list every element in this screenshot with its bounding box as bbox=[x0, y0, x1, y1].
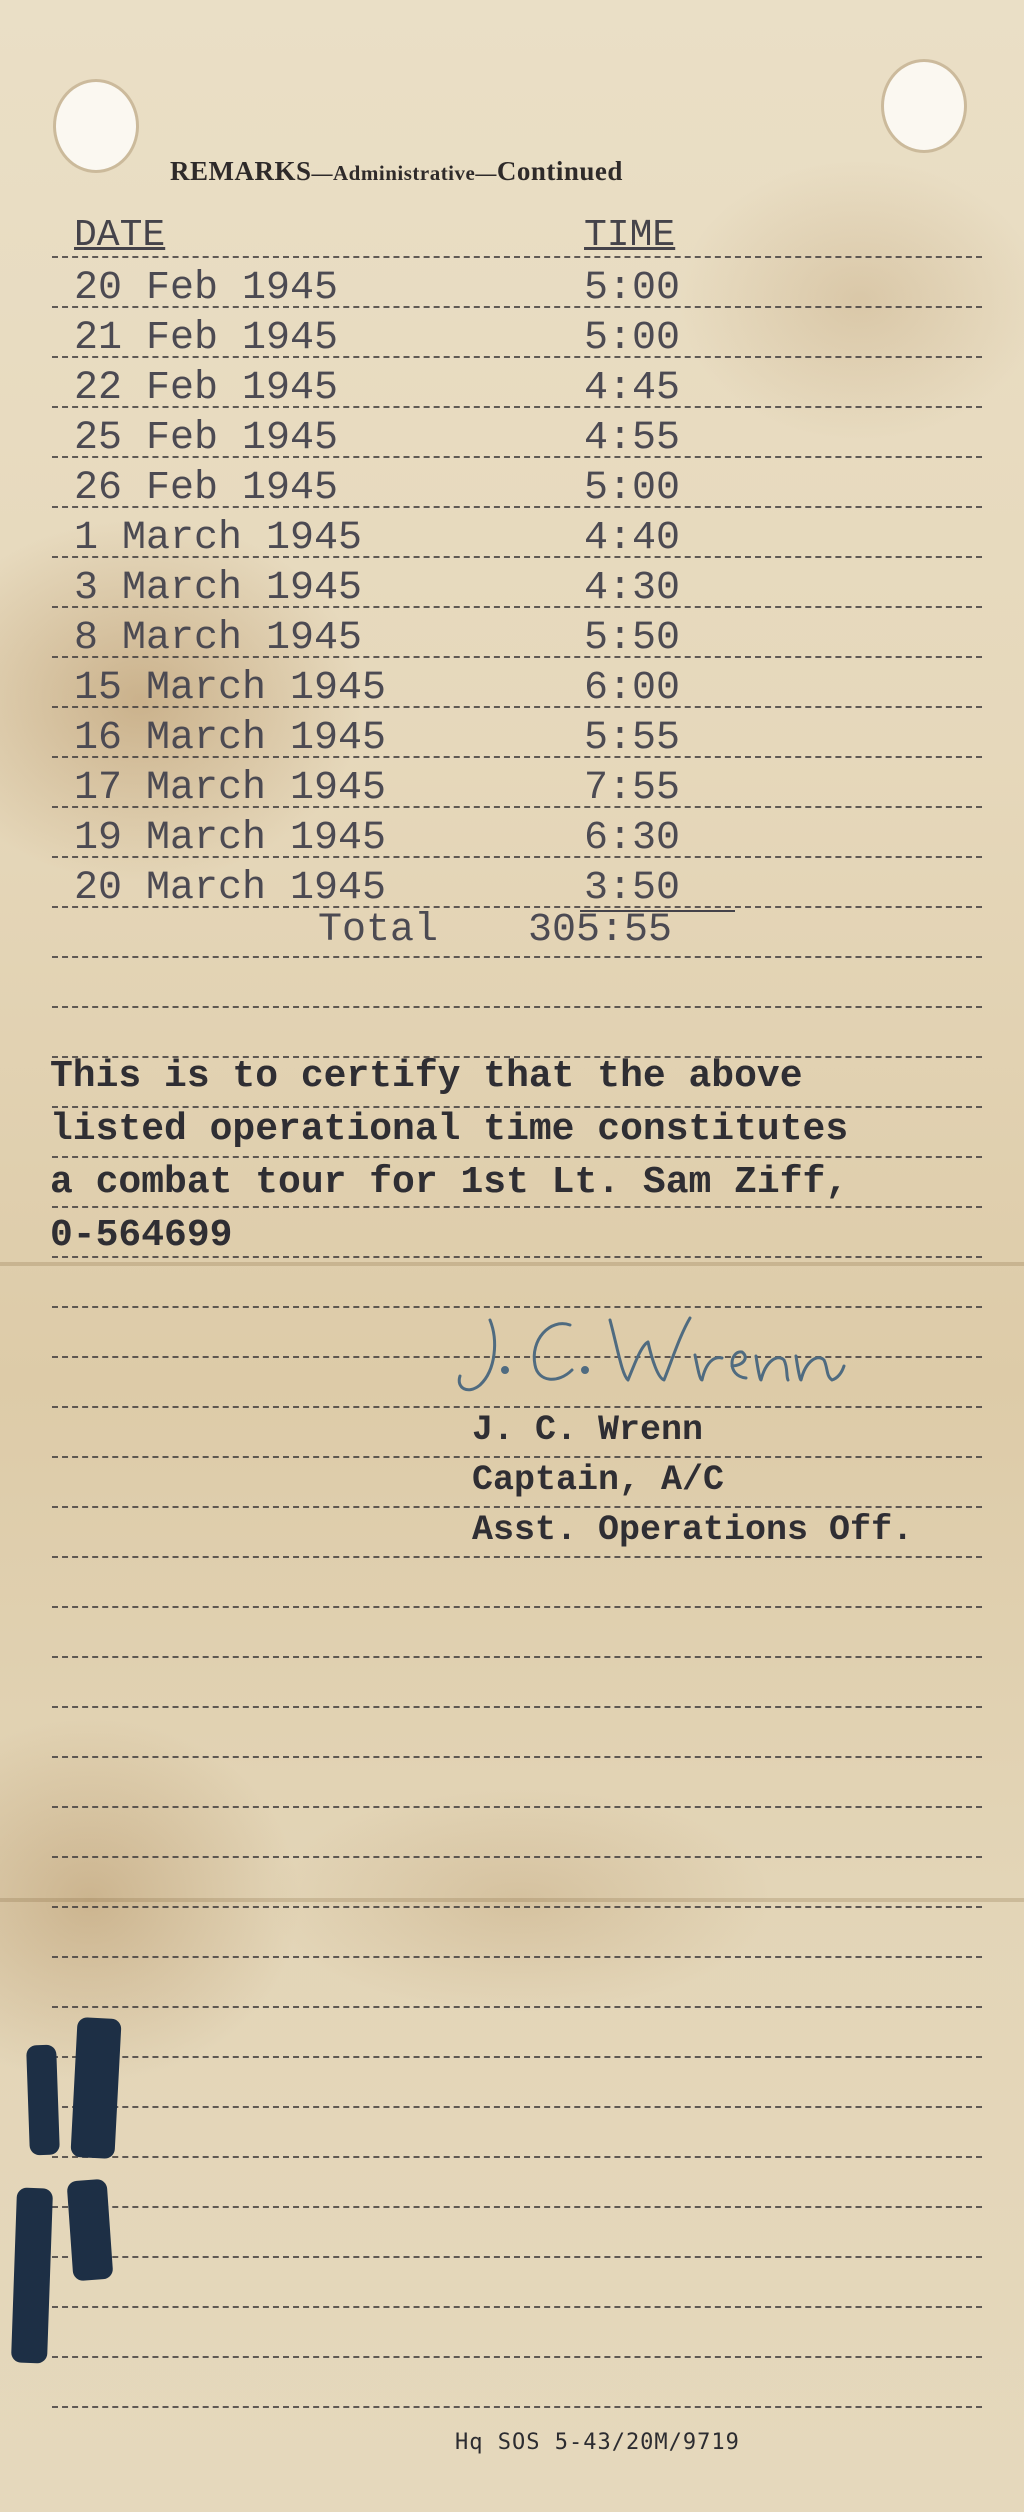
ruled-line bbox=[52, 1156, 982, 1158]
punch-hole bbox=[884, 62, 964, 150]
marker-mark bbox=[11, 2187, 53, 2363]
handwritten-signature bbox=[450, 1300, 850, 1420]
ruled-line bbox=[52, 2256, 982, 2258]
row-time: 4:55 bbox=[584, 416, 681, 461]
row-date: 8 March 1945 bbox=[74, 616, 363, 661]
ruled-line bbox=[52, 1806, 982, 1808]
row-date: 21 Feb 1945 bbox=[74, 316, 339, 361]
row-time: 5:55 bbox=[584, 716, 681, 761]
ruled-line bbox=[52, 1756, 982, 1758]
signatory-title: Asst. Operations Off. bbox=[472, 1510, 914, 1550]
ruled-line bbox=[52, 2006, 982, 2008]
ruled-line bbox=[52, 1906, 982, 1908]
ruled-line bbox=[52, 1006, 982, 1008]
row-date: 19 March 1945 bbox=[74, 816, 387, 861]
row-date: 16 March 1945 bbox=[74, 716, 387, 761]
ruled-line bbox=[52, 1206, 982, 1208]
ruled-line bbox=[52, 1606, 982, 1608]
marker-mark bbox=[70, 2017, 121, 2159]
row-date: 1 March 1945 bbox=[74, 516, 363, 561]
row-time: 6:00 bbox=[584, 666, 681, 711]
row-time: 5:50 bbox=[584, 616, 681, 661]
row-date: 17 March 1945 bbox=[74, 766, 387, 811]
fold-crease bbox=[0, 1898, 1024, 1902]
row-time: 5:00 bbox=[584, 466, 681, 511]
heading-remarks: REMARKS bbox=[170, 156, 312, 186]
row-date: 20 March 1945 bbox=[74, 866, 387, 911]
signatory-name: J. C. Wrenn bbox=[472, 1410, 704, 1450]
row-time: 4:30 bbox=[584, 566, 681, 611]
ruled-line bbox=[52, 2106, 982, 2108]
total-label: Total bbox=[318, 908, 439, 953]
ruled-line bbox=[52, 2056, 982, 2058]
row-date: 20 Feb 1945 bbox=[74, 266, 339, 311]
ruled-line bbox=[52, 1506, 982, 1508]
heading-administrative: —Administrative— bbox=[311, 161, 497, 185]
ruled-line bbox=[52, 1856, 982, 1858]
heading-continued: Continued bbox=[496, 156, 623, 186]
ruled-line bbox=[52, 2206, 982, 2208]
row-time: 6:30 bbox=[584, 816, 681, 861]
signatory-rank: Captain, A/C bbox=[472, 1460, 725, 1500]
ruled-line bbox=[52, 2356, 982, 2358]
certification-line-1: This is to certify that the above bbox=[50, 1055, 803, 1098]
row-date: 3 March 1945 bbox=[74, 566, 363, 611]
row-time: 5:00 bbox=[584, 266, 681, 311]
time-column-header: TIME bbox=[584, 214, 676, 257]
certification-line-4: 0-564699 bbox=[50, 1214, 233, 1257]
ruled-line bbox=[52, 2156, 982, 2158]
row-date: 22 Feb 1945 bbox=[74, 366, 339, 411]
form-footer-code: Hq SOS 5-43/20M/9719 bbox=[455, 2430, 740, 2455]
row-date: 26 Feb 1945 bbox=[74, 466, 339, 511]
ruled-line bbox=[52, 1456, 982, 1458]
marker-mark bbox=[26, 2045, 60, 2156]
punch-hole bbox=[56, 82, 136, 170]
certification-line-2: listed operational time constitutes bbox=[50, 1108, 849, 1151]
total-value: 305:55 bbox=[528, 908, 673, 953]
date-column-header: DATE bbox=[74, 214, 166, 257]
row-time: 4:40 bbox=[584, 516, 681, 561]
ruled-line bbox=[52, 2406, 982, 2408]
row-time: 5:00 bbox=[584, 316, 681, 361]
fold-crease bbox=[0, 1262, 1024, 1266]
ruled-line bbox=[52, 256, 982, 258]
row-date: 15 March 1945 bbox=[74, 666, 387, 711]
row-time: 3:50 bbox=[584, 866, 681, 911]
ruled-line bbox=[52, 1706, 982, 1708]
row-time: 4:45 bbox=[584, 366, 681, 411]
form-heading bbox=[170, 156, 623, 187]
row-time: 7:55 bbox=[584, 766, 681, 811]
row-date: 25 Feb 1945 bbox=[74, 416, 339, 461]
marker-mark bbox=[67, 2179, 114, 2282]
certification-line-3: a combat tour for 1st Lt. Sam Ziff, bbox=[50, 1161, 849, 1204]
ruled-line bbox=[52, 1956, 982, 1958]
ruled-line bbox=[52, 1556, 982, 1558]
ruled-line bbox=[52, 2306, 982, 2308]
ruled-line bbox=[52, 1656, 982, 1658]
ruled-line bbox=[52, 956, 982, 958]
